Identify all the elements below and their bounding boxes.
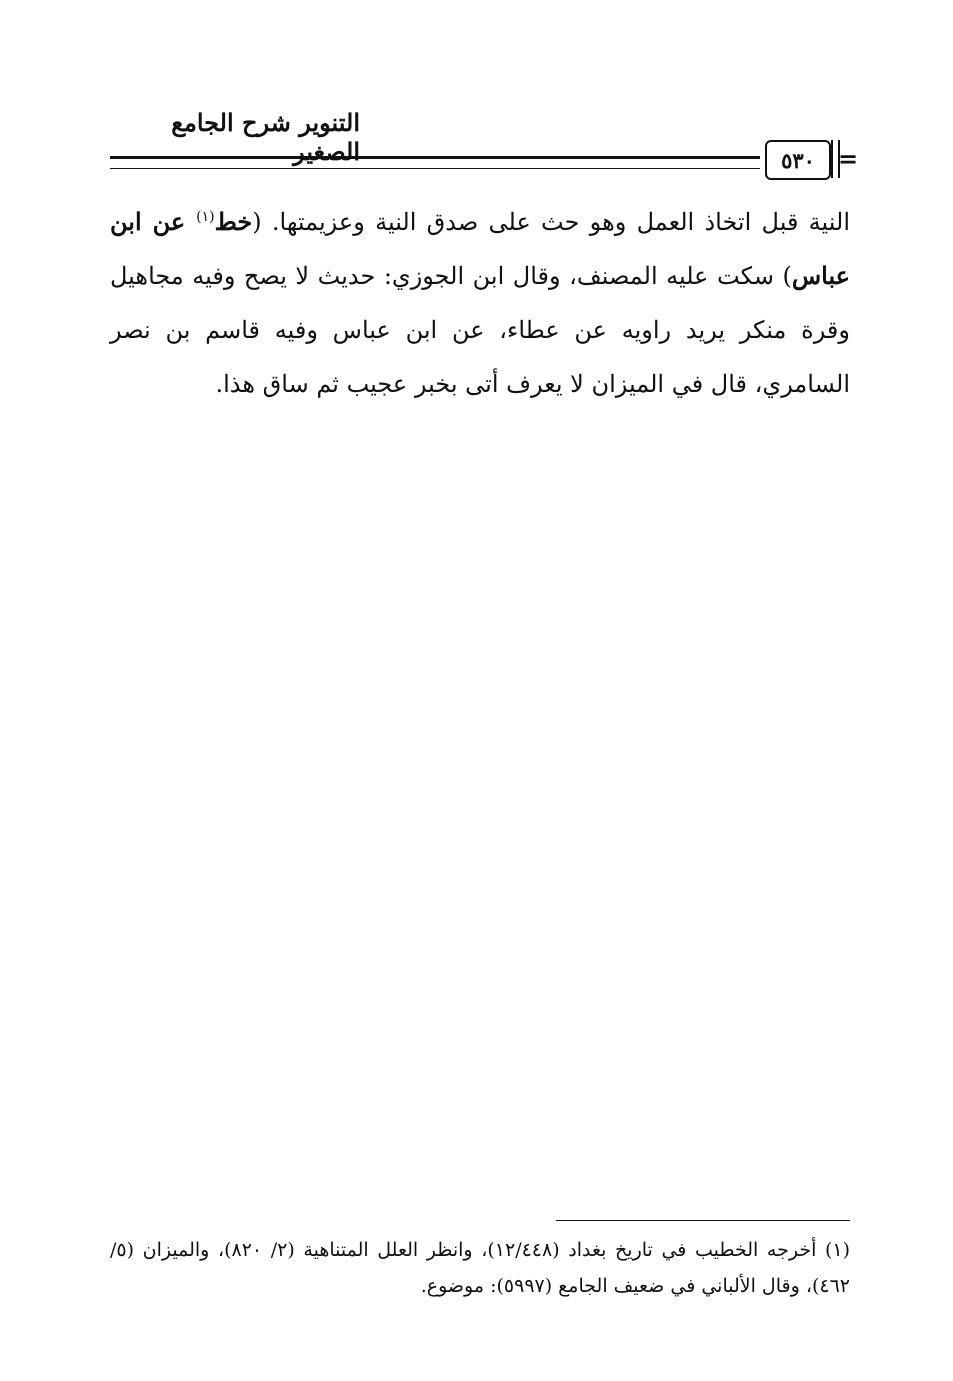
source-code-label: خط (214, 207, 253, 236)
footnote-reference: (١) (196, 209, 215, 225)
page-number-text: ٥٣٠ (781, 147, 815, 173)
narrator-label: عن ابن عباس (110, 207, 850, 290)
header-double-rule (110, 156, 760, 169)
footnote-separator (556, 1220, 850, 1221)
main-text-paragraph (110, 195, 850, 411)
running-title: التنوير شرح الجامع الصغير (171, 108, 360, 166)
page-number (765, 140, 831, 180)
footnote-1: (١) أخرجه الخطيب في تاريخ بغداد (١٢/٤٤٨)، وانظر العلل المتناهية (٢/ ٨٢٠)، والميزان (٥/ ٤٦٢)، وقال الألباني في ضعيف الجامع (٥٩٩٧): موضوع. (110, 1239, 851, 1297)
page-number-equals-ornament: = (838, 144, 859, 173)
body-text-part-1: النية قبل اتخاذ العمل وهو حث على صدق النية وعزيمتها. ( (252, 208, 850, 236)
body-text-part-2: ) سكت عليه المصنف، وقال ابن الجوزي: حديث لا يصح وفيه مجاهيل وقرة منكر يريد راويه عن عطاء، عن ابن عباس وفيه قاسم بن نصر السامري، قال في الميزان لا يعرف أتى بخبر عجيب ثم ساق هذا. (110, 262, 850, 398)
